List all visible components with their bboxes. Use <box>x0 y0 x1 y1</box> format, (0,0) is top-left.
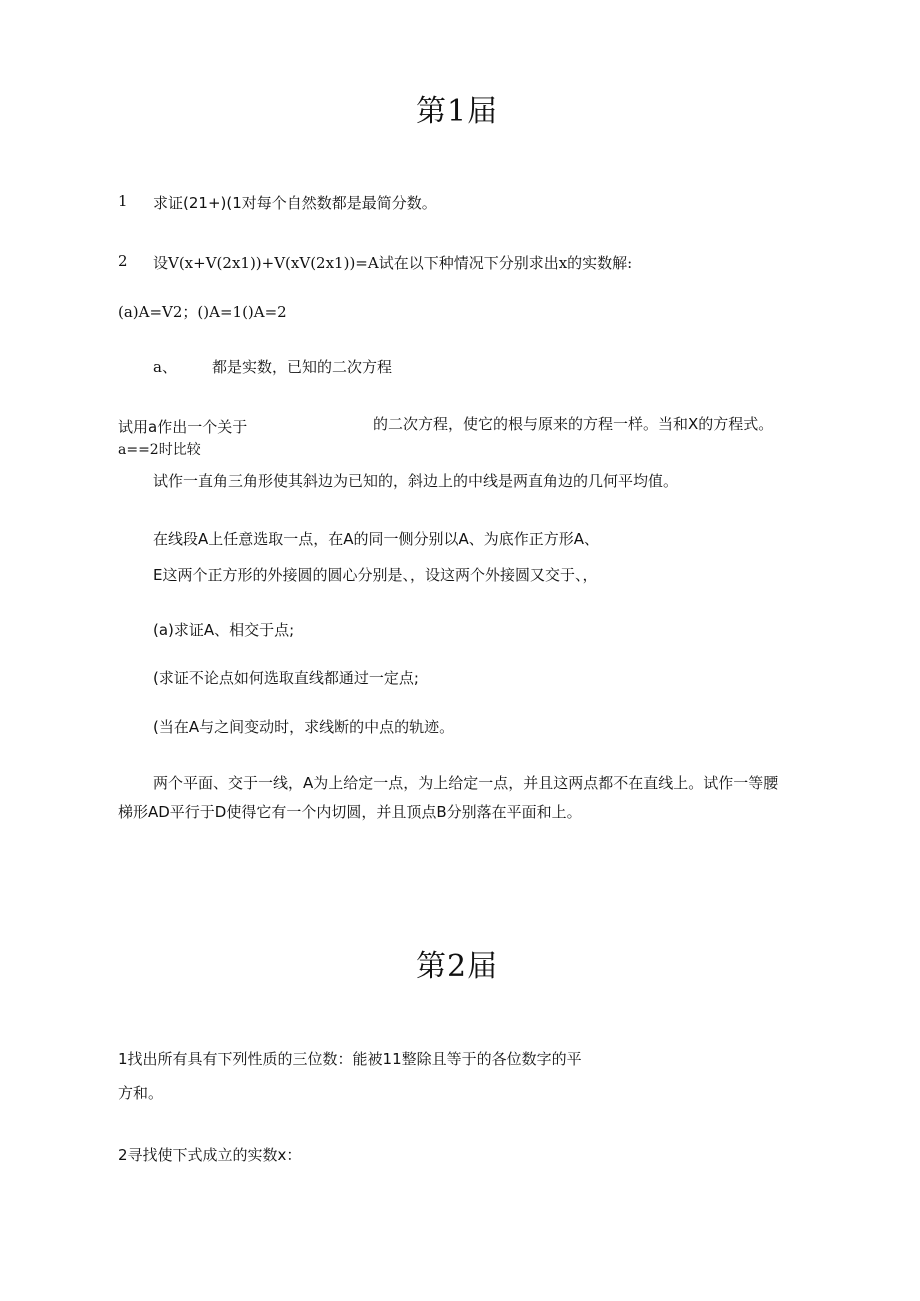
section-1-title: 第1届 <box>416 94 499 129</box>
problem-2-cases: (a)A=V2；()A=1()A=2 <box>118 303 287 321</box>
problem-1-text: 求证(21+)(1对每个自然数都是最简分数。 <box>153 194 437 212</box>
problem-3-line2-left: 试用a作出一个关于 <box>118 418 248 436</box>
problem-5c: (当在A与之间变动时，求线断的中点的轨迹。 <box>153 718 455 736</box>
problem-5b: (求证不论点如何选取直线都通过一定点; <box>153 669 419 687</box>
problem-3-line3: a==2时比较 <box>118 442 201 458</box>
problem-5-line1: 在线段A上任意选取一点，在A的同一侧分别以A、为底作正方形A、 <box>153 530 600 548</box>
section-2-title: 第2届 <box>416 949 499 984</box>
problem-3-text: 都是实数，已知的二次方程 <box>212 358 393 376</box>
problem-3-line2-right: 的二次方程，使它的根与原来的方程一样。当和X的方程式。 <box>373 415 774 433</box>
problem-5a: (a)求证A、相交于点; <box>153 621 295 639</box>
s2-problem-2-text: 2寻找使下式成立的实数x： <box>118 1146 302 1164</box>
problem-2-text: 设V(x+V(2x1))+V(xV(2x1))=A试在以下种情况下分别求出x的实数解: <box>153 254 633 272</box>
s2-problem-1-line2: 方和。 <box>118 1084 164 1102</box>
problem-3-label: a、 <box>153 358 177 376</box>
problem-6-line2: 梯形AD平行于D使得它有一个内切圆，并且顶点B分别落在平面和上。 <box>118 803 582 821</box>
problem-6-line1: 两个平面、交于一线，A为上给定一点，为上给定一点，并且这两点都不在直线上。试作一等腰 <box>153 774 779 792</box>
problem-4-text: 试作一直角三角形使其斜边为已知的，斜边上的中线是两直角边的几何平均值。 <box>153 472 679 490</box>
problem-1-number: 1 <box>118 192 128 210</box>
problem-2-number: 2 <box>118 252 128 270</box>
problem-5-line2: E这两个正方形的外接圆的圆心分别是、，设这两个外接圆又交于、， <box>153 566 598 584</box>
s2-problem-1-line1: 1找出所有具有下列性质的三位数：能被11整除且等于的各位数字的平 <box>118 1050 582 1068</box>
